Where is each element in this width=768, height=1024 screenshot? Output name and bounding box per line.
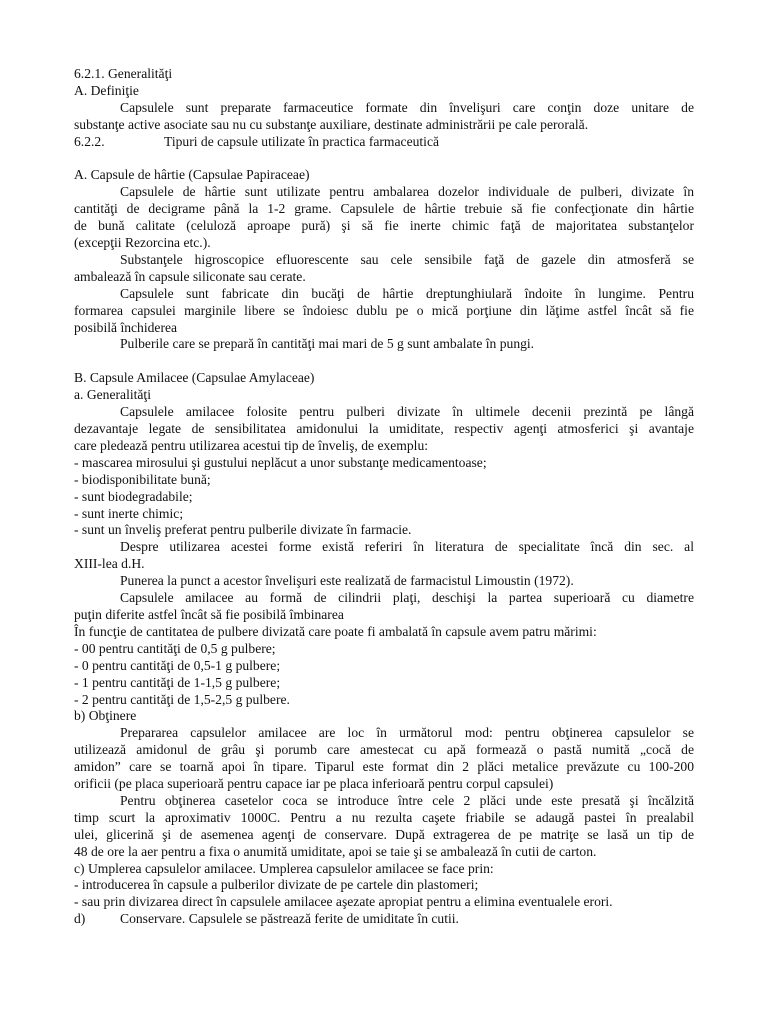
paragraph-line: timp scurt la aproximativ 1000C. Pentru a nu rezulta caşete friabile se adaugă pastei în prealabil: [74, 809, 694, 825]
list-item: - 0 pentru cantităţi de 0,5-1 g pulbere;: [74, 657, 281, 673]
paragraph-line: orificii (pe placa superioară pentru capace iar pe placa inferioară pentru corpul capsulei): [74, 776, 554, 792]
list-item: - 00 pentru cantităţi de 0,5 g pulbere;: [74, 640, 276, 656]
blank-line: [74, 353, 694, 370]
subheading-text: Conservare. Capsulele se păstrează ferite de umiditate în cutii.: [120, 911, 459, 927]
paragraph-line: În funcţie de cantitatea de pulbere divizată care poate fi ambalată în capsule avem patru mărimi:: [74, 623, 597, 639]
paragraph-line: Pentru obţinerea casetelor coca se introduce între cele 2 plăci unde este presată şi încălzită: [120, 792, 694, 808]
paragraph-line: Capsulele de hârtie sunt utilizate pentru ambalarea dozelor individuale de pulberi, divizate în: [120, 184, 694, 200]
paragraph-line: formarea capsulei marginile libere se îndoiesc dublu pe o mică porţiune din lăţime astfel încât să fie: [74, 302, 694, 318]
subheading-capsule-hartie: A. Capsule de hârtie (Capsulae Papiraceae): [74, 167, 310, 183]
paragraph-line: Punerea la punct a acestor învelişuri este realizată de farmacistul Limoustin (1972).: [120, 573, 574, 589]
paragraph-line: Prepararea capsulelor amilacee are loc în următorul mod: pentru obţinerea capsulelor se: [120, 725, 694, 741]
list-item: - sau prin divizarea direct în capsulele amilacee aşezate apropiat pentru a elimina eventualele erori.: [74, 894, 613, 910]
list-item: - sunt inerte chimic;: [74, 505, 184, 521]
heading-6-2-1: 6.2.1. Generalităţi: [74, 66, 173, 81]
paragraph-line: de bună calitate (celuloză aproape pură) şi să fie inerte chimic faţă de majoritatea substanţelor: [74, 218, 694, 234]
paragraph-line: Pulberile care se prepară în cantităţi mai mari de 5 g sunt ambalate în pungi.: [120, 336, 535, 352]
paragraph-line: utilizează amidonul de grâu şi porumb care amestecat cu apă formează o pastă numită „cocă de: [74, 742, 694, 758]
paragraph-line: posibilă închiderea: [74, 319, 178, 335]
paragraph-line: XIII-lea d.H.: [74, 556, 145, 572]
subheading-definitie: A. Definiţie: [74, 82, 139, 98]
paragraph-line: (excepţii Rezorcina etc.).: [74, 235, 211, 251]
list-item: - sunt biodegradabile;: [74, 488, 193, 504]
paragraph-line: amidon” care se toarnă apoi în tipare. Tiparul este format din 2 plăci metalice prevăzute cu 100-200: [74, 759, 694, 775]
paragraph-line: cantităţi de decigrame până la 1-2 grame. Capsulele de hârtie trebuie să fie confecţionate din hârtie: [74, 201, 694, 217]
paragraph-line: Capsulele amilacee folosite pentru pulberi divizate în ultimele decenii prezintă pe lângă: [120, 404, 694, 420]
paragraph-line: Capsulele sunt preparate farmaceutice formate din învelişuri care conţin doze unitare de: [120, 99, 694, 115]
paragraph-line: care pledează pentru utilizarea acestui tip de înveliş, de exemplu:: [74, 437, 429, 453]
subheading-generalitati: a. Generalităţi: [74, 387, 151, 403]
list-item: - 2 pentru cantităţi de 1,5-2,5 g pulbere.: [74, 691, 290, 707]
blank-line: [74, 151, 694, 168]
list-item: - mascarea mirosului şi gustului neplăcut a unor substanţe medicamentoase;: [74, 454, 487, 470]
paragraph-line: 48 de ore la aer pentru a fixa o anumită umiditate, apoi se taie şi se ambalează în cutii de carton.: [74, 843, 597, 859]
subheading-umplere: c) Umplerea capsulelor amilacee. Umplerea capsulelor amilacee se face prin:: [74, 860, 494, 876]
heading-number: 6.2.2.: [74, 133, 105, 149]
heading-text: Tipuri de capsule utilizate în practica farmaceutică: [164, 133, 440, 149]
paragraph-line: ulei, glicerină şi de asemenea agenţi de conservare. După extragerea de pe matriţe se lasă un tip de: [74, 826, 694, 842]
paragraph-line: ambalează în capsule siliconate sau cerate.: [74, 268, 306, 284]
paragraph-line: puţin diferite astfel încât să fie posibilă îmbinarea: [74, 606, 344, 622]
list-item: - 1 pentru cantităţi de 1-1,5 g pulbere;: [74, 674, 281, 690]
paragraph-line: Capsulele sunt fabricate din bucăţi de hârtie dreptunghiulară îndoite în lungime. Pentru: [120, 285, 694, 301]
document-page: [74, 66, 694, 928]
paragraph-line: dezavantaje legate de sensibilitatea amidonului la umiditate, respectiv agenţi atmosferici şi avantaje: [74, 421, 694, 436]
subheading-obtinere: b) Obţinere: [74, 708, 137, 724]
subheading-label: d): [74, 911, 86, 927]
paragraph-line: Capsulele amilacee au formă de cilindrii plaţi, deschişi la partea superioară cu diametre: [120, 590, 694, 606]
list-item: - sunt un înveliş preferat pentru pulberile divizate în farmacie.: [74, 522, 412, 538]
list-item: - biodisponibilitate bună;: [74, 471, 211, 487]
paragraph-line: substanţe active asociate sau nu cu substanţe auxiliare, destinate administrării pe cale perorală.: [74, 116, 589, 132]
subheading-capsule-amilacee: B. Capsule Amilacee (Capsulae Amylaceae): [74, 370, 315, 386]
subheading-conservare: [74, 911, 694, 928]
list-item: - introducerea în capsule a pulberilor divizate de pe cartele din plastomeri;: [74, 877, 479, 893]
paragraph-line: Despre utilizarea acestei forme există referiri în literatura de specialitate încă din sec. al: [120, 539, 694, 555]
heading-6-2-2: [74, 134, 694, 151]
paragraph-line: Substanţele higroscopice efluorescente sau cele sensibile faţă de gazele din atmosferă se: [120, 251, 694, 267]
